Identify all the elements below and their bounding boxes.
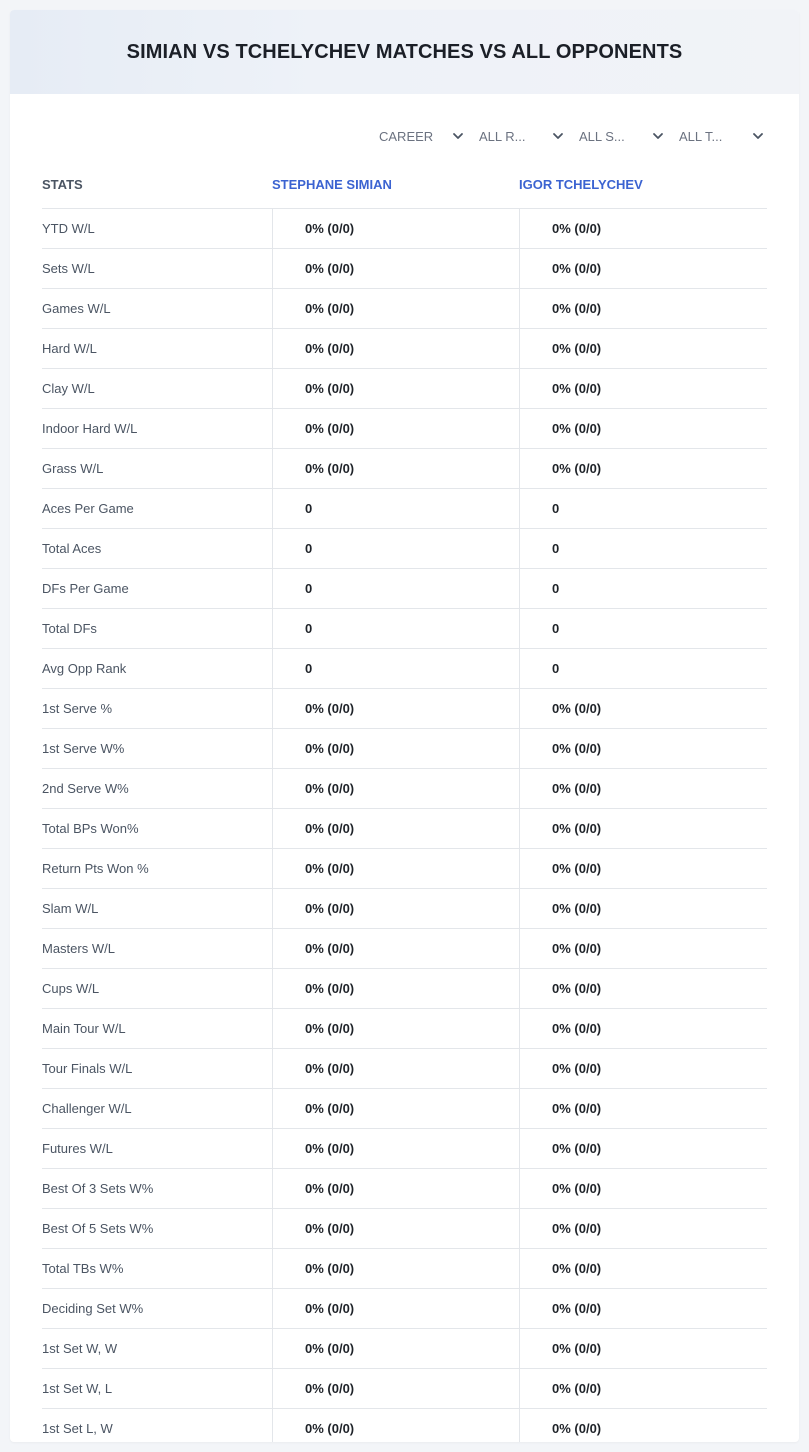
player1-stat-value: 0% (0/0) bbox=[272, 849, 519, 888]
stat-label: Best Of 5 Sets W% bbox=[42, 1221, 154, 1236]
stat-label: Total DFs bbox=[42, 621, 97, 636]
stat-label: Return Pts Won % bbox=[42, 861, 149, 876]
table-row bbox=[42, 1409, 767, 1442]
player1-stat-value: 0% (0/0) bbox=[272, 1049, 519, 1088]
player2-stat-value: 0% (0/0) bbox=[519, 849, 767, 888]
player2-stat-value: 0% (0/0) bbox=[519, 209, 767, 248]
table-body bbox=[42, 209, 767, 1442]
player1-stat-value: 0% (0/0) bbox=[272, 329, 519, 368]
player1-stat-value: 0% (0/0) bbox=[272, 1369, 519, 1408]
filter-tournament-value: ALL T... bbox=[679, 128, 723, 144]
table-row bbox=[42, 929, 767, 969]
player1-stat-value: 0% (0/0) bbox=[272, 969, 519, 1008]
stat-label: Total BPs Won% bbox=[42, 821, 139, 836]
player1-stat-value: 0% (0/0) bbox=[272, 689, 519, 728]
stat-label: Cups W/L bbox=[42, 981, 100, 996]
column-header-stats: STATS bbox=[42, 176, 83, 192]
player2-stat-value: 0% (0/0) bbox=[519, 1129, 767, 1168]
player2-stat-value: 0% (0/0) bbox=[519, 969, 767, 1008]
player2-stat-value: 0% (0/0) bbox=[519, 249, 767, 288]
stat-label: Main Tour W/L bbox=[42, 1021, 126, 1036]
player1-stat-value: 0% (0/0) bbox=[272, 1089, 519, 1128]
player1-stat-value: 0% (0/0) bbox=[272, 729, 519, 768]
player2-stat-value: 0 bbox=[519, 489, 767, 528]
player1-stat-value: 0% (0/0) bbox=[272, 929, 519, 968]
player2-stat-value: 0% (0/0) bbox=[519, 449, 767, 488]
player2-stat-value: 0% (0/0) bbox=[519, 769, 767, 808]
player1-stat-value: 0% (0/0) bbox=[272, 289, 519, 328]
stats-card bbox=[10, 10, 799, 1442]
player1-stat-value: 0% (0/0) bbox=[272, 209, 519, 248]
stat-label: Games W/L bbox=[42, 301, 111, 316]
stat-label: YTD W/L bbox=[42, 221, 95, 236]
player2-stat-value: 0 bbox=[519, 529, 767, 568]
table-row bbox=[42, 1129, 767, 1169]
player2-stat-value: 0 bbox=[519, 649, 767, 688]
player1-stat-value: 0% (0/0) bbox=[272, 1129, 519, 1168]
stat-label: Indoor Hard W/L bbox=[42, 421, 138, 436]
stat-label: Futures W/L bbox=[42, 1141, 113, 1156]
table-row bbox=[42, 729, 767, 769]
player2-stat-value: 0% (0/0) bbox=[519, 1089, 767, 1128]
player2-stat-value: 0% (0/0) bbox=[519, 1169, 767, 1208]
stat-label: 1st Set W, W bbox=[42, 1341, 118, 1356]
player1-stat-value: 0% (0/0) bbox=[272, 889, 519, 928]
table-header-row bbox=[42, 160, 767, 209]
table-row bbox=[42, 489, 767, 529]
table-row bbox=[42, 209, 767, 249]
player1-stat-value: 0% (0/0) bbox=[272, 249, 519, 288]
table-row bbox=[42, 969, 767, 1009]
player2-stat-value: 0% (0/0) bbox=[519, 1369, 767, 1408]
column-header-player1-link[interactable]: STEPHANE SIMIAN bbox=[272, 176, 392, 192]
player2-stat-value: 0% (0/0) bbox=[519, 289, 767, 328]
stat-label: Best Of 3 Sets W% bbox=[42, 1181, 154, 1196]
player2-stat-value: 0% (0/0) bbox=[519, 329, 767, 368]
card-header bbox=[10, 10, 799, 94]
player1-stat-value: 0% (0/0) bbox=[272, 1329, 519, 1368]
filter-surface-value: ALL S... bbox=[579, 128, 625, 144]
table-row bbox=[42, 689, 767, 729]
stat-label: Avg Opp Rank bbox=[42, 661, 127, 676]
stat-label: Total TBs W% bbox=[42, 1261, 124, 1276]
filter-surface-select[interactable] bbox=[565, 126, 665, 146]
player2-stat-value: 0% (0/0) bbox=[519, 1009, 767, 1048]
player2-stat-value: 0% (0/0) bbox=[519, 1049, 767, 1088]
table-row bbox=[42, 1209, 767, 1249]
filter-period-value: CAREER bbox=[379, 128, 434, 144]
stat-label: 1st Serve W% bbox=[42, 741, 125, 756]
stat-label: Clay W/L bbox=[42, 381, 95, 396]
player2-stat-value: 0% (0/0) bbox=[519, 409, 767, 448]
table-row bbox=[42, 889, 767, 929]
stat-label: Challenger W/L bbox=[42, 1101, 132, 1116]
table-row bbox=[42, 529, 767, 569]
table-row bbox=[42, 329, 767, 369]
table-row bbox=[42, 289, 767, 329]
table-row bbox=[42, 1049, 767, 1089]
player1-stat-value: 0% (0/0) bbox=[272, 369, 519, 408]
player1-stat-value: 0% (0/0) bbox=[272, 1289, 519, 1328]
filter-period-select[interactable] bbox=[365, 126, 465, 146]
stats-table bbox=[42, 160, 767, 1442]
player2-stat-value: 0 bbox=[519, 609, 767, 648]
player1-stat-value: 0 bbox=[272, 649, 519, 688]
filter-tournament-select[interactable] bbox=[665, 126, 765, 146]
stat-label: DFs Per Game bbox=[42, 581, 129, 596]
player1-stat-value: 0% (0/0) bbox=[272, 1169, 519, 1208]
table-row bbox=[42, 409, 767, 449]
stat-label: Grass W/L bbox=[42, 461, 104, 476]
table-row bbox=[42, 1289, 767, 1329]
player2-stat-value: 0% (0/0) bbox=[519, 809, 767, 848]
player1-stat-value: 0% (0/0) bbox=[272, 769, 519, 808]
player2-stat-value: 0% (0/0) bbox=[519, 689, 767, 728]
table-row bbox=[42, 609, 767, 649]
table-row bbox=[42, 1249, 767, 1289]
player1-stat-value: 0% (0/0) bbox=[272, 1209, 519, 1248]
player1-stat-value: 0% (0/0) bbox=[272, 1009, 519, 1048]
table-row bbox=[42, 569, 767, 609]
stat-label: Tour Finals W/L bbox=[42, 1061, 133, 1076]
player2-stat-value: 0% (0/0) bbox=[519, 1249, 767, 1288]
player2-stat-value: 0% (0/0) bbox=[519, 369, 767, 408]
player2-stat-value: 0% (0/0) bbox=[519, 1289, 767, 1328]
table-row bbox=[42, 1369, 767, 1409]
chevron-down-icon bbox=[751, 129, 765, 143]
player1-stat-value: 0% (0/0) bbox=[272, 409, 519, 448]
stat-label: Deciding Set W% bbox=[42, 1301, 144, 1316]
player1-stat-value: 0% (0/0) bbox=[272, 809, 519, 848]
player2-stat-value: 0% (0/0) bbox=[519, 889, 767, 928]
player2-stat-value: 0% (0/0) bbox=[519, 929, 767, 968]
stat-label: Sets W/L bbox=[42, 261, 95, 276]
player1-stat-value: 0% (0/0) bbox=[272, 1249, 519, 1288]
player2-stat-value: 0% (0/0) bbox=[519, 1329, 767, 1368]
table-row bbox=[42, 249, 767, 289]
stat-label: 1st Set L, W bbox=[42, 1421, 113, 1436]
table-row bbox=[42, 449, 767, 489]
stat-label: 2nd Serve W% bbox=[42, 781, 129, 796]
stat-label: 1st Set W, L bbox=[42, 1381, 113, 1396]
table-row bbox=[42, 769, 767, 809]
table-row bbox=[42, 1329, 767, 1369]
stat-label: Slam W/L bbox=[42, 901, 99, 916]
column-header-player2-link[interactable]: IGOR TCHELYCHEV bbox=[519, 176, 643, 192]
stat-label: Aces Per Game bbox=[42, 501, 134, 516]
chevron-down-icon bbox=[451, 129, 465, 143]
chevron-down-icon bbox=[551, 129, 565, 143]
player2-stat-value: 0 bbox=[519, 569, 767, 608]
player1-stat-value: 0 bbox=[272, 569, 519, 608]
player1-stat-value: 0 bbox=[272, 489, 519, 528]
table-row bbox=[42, 369, 767, 409]
table-row bbox=[42, 1169, 767, 1209]
page-title: SIMIAN VS TCHELYCHEV MATCHES VS ALL OPPONENTS bbox=[126, 40, 683, 63]
stat-label: Masters W/L bbox=[42, 941, 115, 956]
filter-round-value: ALL R... bbox=[479, 128, 526, 144]
player2-stat-value: 0% (0/0) bbox=[519, 729, 767, 768]
player1-stat-value: 0% (0/0) bbox=[272, 449, 519, 488]
player1-stat-value: 0 bbox=[272, 529, 519, 568]
player2-stat-value: 0% (0/0) bbox=[519, 1209, 767, 1248]
table-row bbox=[42, 809, 767, 849]
filter-round-select[interactable] bbox=[465, 126, 565, 146]
player2-stat-value: 0% (0/0) bbox=[519, 1409, 767, 1442]
table-row bbox=[42, 649, 767, 689]
stat-label: Total Aces bbox=[42, 541, 102, 556]
stat-label: Hard W/L bbox=[42, 341, 97, 356]
table-row bbox=[42, 849, 767, 889]
player1-stat-value: 0 bbox=[272, 609, 519, 648]
filter-bar bbox=[365, 126, 765, 146]
table-row bbox=[42, 1009, 767, 1049]
stat-label: 1st Serve % bbox=[42, 701, 113, 716]
player1-stat-value: 0% (0/0) bbox=[272, 1409, 519, 1442]
table-row bbox=[42, 1089, 767, 1129]
chevron-down-icon bbox=[651, 129, 665, 143]
